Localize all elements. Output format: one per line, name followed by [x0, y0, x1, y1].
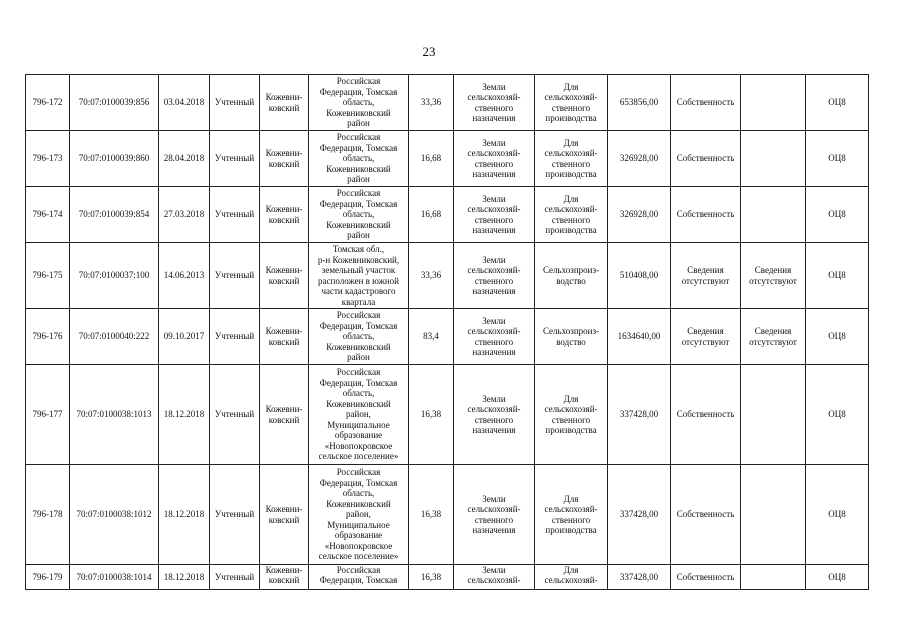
code-cell: ОЦ8: [806, 465, 869, 565]
land-category-cell: Земли сельскохозяй- ственного назначения: [454, 75, 535, 131]
status-cell: Учтенный: [210, 243, 260, 309]
record-number-cell: 796-179: [26, 565, 70, 590]
area-cell: 33,36: [409, 75, 454, 131]
page-number: 23: [422, 44, 436, 59]
cadastral-value-cell: 1634640,00: [608, 309, 671, 365]
code-cell: ОЦ8: [806, 187, 869, 243]
record-number-cell: 796-177: [26, 365, 70, 465]
code-cell: ОЦ8: [806, 75, 869, 131]
address-cell: Российская Федерация, Томская область, Кожевниковский район: [309, 309, 409, 365]
registration-date-cell: 18.12.2018: [159, 565, 210, 590]
permitted-use-cell: Для сельскохозяй- ственного производства: [535, 465, 608, 565]
encumbrance-cell: Сведения отсутствуют: [741, 243, 806, 309]
table-body: [26, 75, 869, 590]
record-number-cell: 796-176: [26, 309, 70, 365]
land-category-cell: Земли сельскохозяй-: [454, 565, 535, 590]
status-cell: Учтенный: [210, 187, 260, 243]
cadastral-number-cell: 70:07:0100038:1014: [70, 565, 159, 590]
registration-date-cell: 03.04.2018: [159, 75, 210, 131]
area-cell: 83,4: [409, 309, 454, 365]
district-cell: Кожевни- ковский: [260, 75, 309, 131]
address-cell: Российская Федерация, Томская область, Кожевниковский район, Муниципальное образование «Новопокровское сельское поселение»: [309, 365, 409, 465]
area-cell: 16,38: [409, 365, 454, 465]
registration-date-cell: 18.12.2018: [159, 365, 210, 465]
permitted-use-cell: Для сельскохозяй- ственного производства: [535, 131, 608, 187]
cadastral-value-cell: 653856,00: [608, 75, 671, 131]
code-cell: ОЦ8: [806, 243, 869, 309]
code-cell: ОЦ8: [806, 565, 869, 590]
ownership-cell: Собственность: [671, 75, 741, 131]
status-cell: Учтенный: [210, 365, 260, 465]
address-cell: Российская Федерация, Томская область, Кожевниковский район: [309, 131, 409, 187]
address-cell: Томская обл., р-н Кожевниковский, земельный участок расположен в южной части кадастрового квартала: [309, 243, 409, 309]
table-row: [26, 565, 869, 590]
record-number-cell: 796-174: [26, 187, 70, 243]
cadastral-number-cell: 70:07:0100039:856: [70, 75, 159, 131]
land-category-cell: Земли сельскохозяй- ственного назначения: [454, 131, 535, 187]
encumbrance-cell: Сведения отсутствуют: [741, 309, 806, 365]
area-cell: 16,38: [409, 565, 454, 590]
district-cell: Кожевни- ковский: [260, 309, 309, 365]
land-category-cell: Земли сельскохозяй- ственного назначения: [454, 187, 535, 243]
ownership-cell: Собственность: [671, 131, 741, 187]
encumbrance-cell: [741, 565, 806, 590]
registration-date-cell: 18.12.2018: [159, 465, 210, 565]
table-row: [26, 131, 869, 187]
address-cell: Российская Федерация, Томская: [309, 565, 409, 590]
cadastral-number-cell: 70:07:0100038:1013: [70, 365, 159, 465]
cadastral-number-cell: 70:07:0100038:1012: [70, 465, 159, 565]
encumbrance-cell: [741, 187, 806, 243]
cadastral-value-cell: 510408,00: [608, 243, 671, 309]
ownership-cell: Сведения отсутствуют: [671, 309, 741, 365]
registration-date-cell: 27.03.2018: [159, 187, 210, 243]
district-cell: Кожевни- ковский: [260, 243, 309, 309]
code-cell: ОЦ8: [806, 365, 869, 465]
permitted-use-cell: Сельхозпроиз- водство: [535, 243, 608, 309]
permitted-use-cell: Для сельскохозяй-: [535, 565, 608, 590]
code-cell: ОЦ8: [806, 131, 869, 187]
table-row: [26, 465, 869, 565]
status-cell: Учтенный: [210, 565, 260, 590]
registration-date-cell: 28.04.2018: [159, 131, 210, 187]
ownership-cell: Собственность: [671, 465, 741, 565]
table-row: [26, 365, 869, 465]
table-row: [26, 243, 869, 309]
registration-date-cell: 14.06.2013: [159, 243, 210, 309]
permitted-use-cell: Для сельскохозяй- ственного производства: [535, 187, 608, 243]
record-number-cell: 796-173: [26, 131, 70, 187]
land-category-cell: Земли сельскохозяй- ственного назначения: [454, 243, 535, 309]
land-registry-table: [25, 74, 869, 590]
land-category-cell: Земли сельскохозяй- ственного назначения: [454, 465, 535, 565]
encumbrance-cell: [741, 365, 806, 465]
record-number-cell: 796-178: [26, 465, 70, 565]
table-row: [26, 309, 869, 365]
cadastral-number-cell: 70:07:0100039:860: [70, 131, 159, 187]
cadastral-number-cell: 70:07:0100039:854: [70, 187, 159, 243]
land-category-cell: Земли сельскохозяй- ственного назначения: [454, 365, 535, 465]
district-cell: Кожевни- ковский: [260, 187, 309, 243]
record-number-cell: 796-172: [26, 75, 70, 131]
code-cell: ОЦ8: [806, 309, 869, 365]
area-cell: 16,38: [409, 465, 454, 565]
cadastral-value-cell: 337428,00: [608, 365, 671, 465]
district-cell: Кожевни- ковский: [260, 131, 309, 187]
address-cell: Российская Федерация, Томская область, Кожевниковский район: [309, 75, 409, 131]
area-cell: 33,36: [409, 243, 454, 309]
ownership-cell: Сведения отсутствуют: [671, 243, 741, 309]
area-cell: 16,68: [409, 187, 454, 243]
encumbrance-cell: [741, 465, 806, 565]
cadastral-number-cell: 70:07:0100037:100: [70, 243, 159, 309]
area-cell: 16,68: [409, 131, 454, 187]
cadastral-value-cell: 337428,00: [608, 465, 671, 565]
status-cell: Учтенный: [210, 131, 260, 187]
ownership-cell: Собственность: [671, 187, 741, 243]
record-number-cell: 796-175: [26, 243, 70, 309]
district-cell: Кожевни- ковский: [260, 565, 309, 590]
address-cell: Российская Федерация, Томская область, Кожевниковский район, Муниципальное образование «Новопокровское сельское поселение»: [309, 465, 409, 565]
table-row: [26, 187, 869, 243]
encumbrance-cell: [741, 75, 806, 131]
registration-date-cell: 09.10.2017: [159, 309, 210, 365]
land-category-cell: Земли сельскохозяй- ственного назначения: [454, 309, 535, 365]
table-row: [26, 75, 869, 131]
cadastral-value-cell: 337428,00: [608, 565, 671, 590]
ownership-cell: Собственность: [671, 565, 741, 590]
address-cell: Российская Федерация, Томская область, Кожевниковский район: [309, 187, 409, 243]
district-cell: Кожевни- ковский: [260, 465, 309, 565]
cadastral-value-cell: 326928,00: [608, 131, 671, 187]
permitted-use-cell: Для сельскохозяй- ственного производства: [535, 75, 608, 131]
permitted-use-cell: Для сельскохозяй- ственного производства: [535, 365, 608, 465]
district-cell: Кожевни- ковский: [260, 365, 309, 465]
status-cell: Учтенный: [210, 309, 260, 365]
status-cell: Учтенный: [210, 75, 260, 131]
status-cell: Учтенный: [210, 465, 260, 565]
encumbrance-cell: [741, 131, 806, 187]
cadastral-value-cell: 326928,00: [608, 187, 671, 243]
cadastral-number-cell: 70:07:0100040:222: [70, 309, 159, 365]
ownership-cell: Собственность: [671, 365, 741, 465]
permitted-use-cell: Сельхозпроиз- водство: [535, 309, 608, 365]
